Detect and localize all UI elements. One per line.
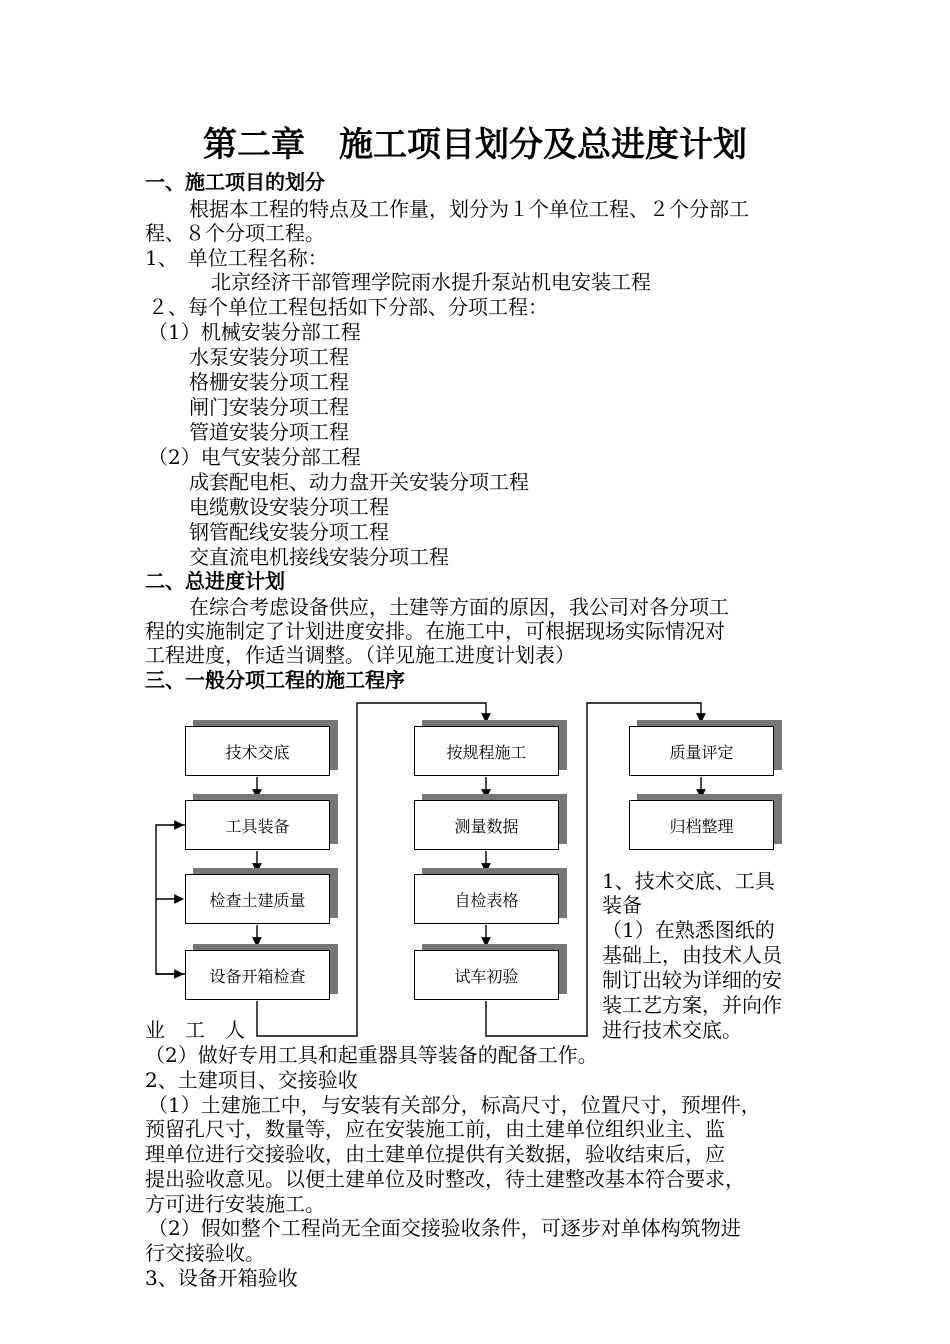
unit-name-label: 1、 单位工程名称： [145, 246, 328, 270]
side-text-line: 装工艺方案，并向作 [602, 993, 782, 1017]
section-3-heading: 三、一般分项工程的施工程序 [145, 668, 405, 692]
flow-step-construction: 按规程施工 [414, 726, 559, 776]
section-2-line: 程的实施制定了计划进度安排。在施工中，可根据现场实际情况对 [145, 619, 725, 643]
flow-step-self-check-form: 自检表格 [414, 874, 559, 924]
list-item: 闸门安装分项工程 [189, 395, 349, 419]
subdivision-intro: ２、每个单位工程包括如下分部、分项工程： [148, 295, 548, 319]
flow-step-civil-quality-check: 检查土建质量 [185, 874, 330, 924]
flow-step-trial-run: 试车初验 [414, 950, 559, 1000]
paragraph-line: （2）做好专用工具和起重器具等装备的配备工作。 [145, 1043, 598, 1067]
text-fragment: 业 工 人 [145, 1018, 245, 1042]
paragraph-line: 理单位进行交接验收，由土建单位提供有关数据，验收结束后，应 [145, 1142, 725, 1166]
side-text-line: （1）在熟悉图纸的 [602, 918, 775, 942]
flow-step-tool-preparation: 工具装备 [185, 800, 330, 850]
section-1-paragraph-line: 程、８个分项工程。 [145, 221, 325, 245]
list-item: 管道安装分项工程 [189, 420, 349, 444]
list-item: 成套配电柜、动力盘开关安装分项工程 [189, 470, 529, 494]
side-text-line: 制订出较为详细的安 [602, 968, 782, 992]
flow-step-measure-data: 测量数据 [414, 800, 559, 850]
item-heading: 2、土建项目、交接验收 [145, 1068, 358, 1092]
paragraph-line: （2）假如整个工程尚无全面交接验收条件，可逐步对单体构筑物进 [148, 1216, 741, 1240]
section-2-line: 工程进度，作适当调整。（详见施工进度计划表） [145, 643, 575, 667]
list-item: 钢管配线安装分项工程 [189, 520, 389, 544]
side-text-line: 1、技术交底、工具 [602, 869, 775, 893]
side-text-line: 进行技术交底。 [602, 1018, 742, 1042]
section-2-line: 在综合考虑设备供应，土建等方面的原因，我公司对各分项工 [189, 595, 729, 619]
page-title: 第二章 施工项目划分及总进度计划 [203, 125, 747, 165]
section-1-paragraph-line: 根据本工程的特点及工作量，划分为１个单位工程、２个分部工 [189, 197, 749, 221]
flow-step-equipment-unpacking: 设备开箱检查 [185, 950, 330, 1000]
list-item: 电缆敷设安装分项工程 [189, 495, 389, 519]
list-item: 格栅安装分项工程 [189, 370, 349, 394]
list-item: 交直流电机接线安装分项工程 [189, 545, 449, 569]
group-label: （2）电气安装分部工程 [148, 445, 361, 469]
section-1-heading: 一、施工项目的划分 [145, 170, 325, 194]
paragraph-line: 预留孔尺寸，数量等，应在安装施工前，由土建单位组织业主、监 [145, 1117, 725, 1141]
flow-step-archiving: 归档整理 [629, 800, 774, 850]
section-2-heading: 二、总进度计划 [145, 569, 285, 593]
flow-step-tech-briefing: 技术交底 [185, 726, 330, 776]
group-label: （1）机械安装分部工程 [148, 320, 361, 344]
list-item: 水泵安装分项工程 [189, 345, 349, 369]
unit-name: 北京经济干部管理学院雨水提升泵站机电安装工程 [211, 270, 651, 294]
side-text-line: 基础上，由技术人员 [602, 943, 782, 967]
paragraph-line: 方可进行安装施工。 [145, 1192, 325, 1216]
item-heading: 3、设备开箱验收 [145, 1266, 298, 1290]
paragraph-line: 行交接验收。 [145, 1241, 265, 1265]
paragraph-line: 提出验收意见。以便土建单位及时整改，待土建整改基本符合要求， [145, 1167, 745, 1191]
side-text-line: 装备 [602, 893, 642, 917]
flow-step-quality-assessment: 质量评定 [629, 726, 774, 776]
paragraph-line: （1）土建施工中，与安装有关部分，标高尺寸，位置尺寸，预埋件， [148, 1093, 761, 1117]
